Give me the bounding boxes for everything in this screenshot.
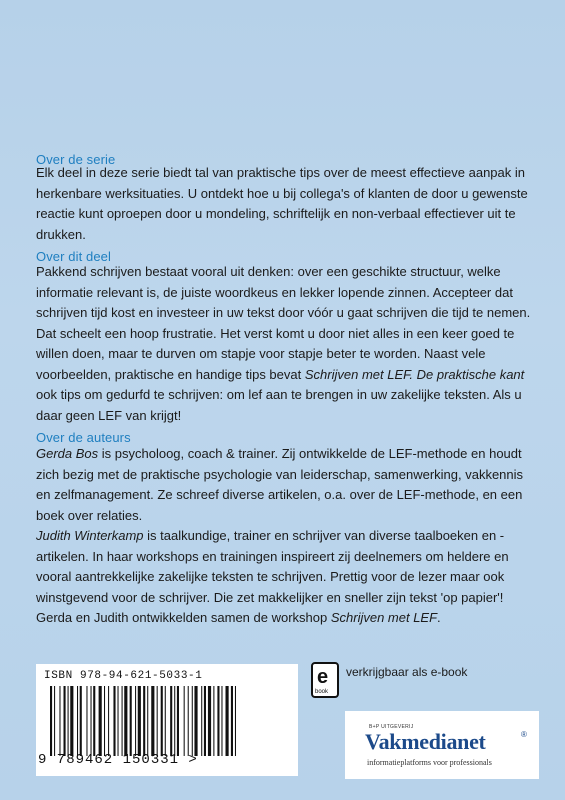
section-title-auteurs: Over de auteurs <box>36 430 131 445</box>
barcode-bar <box>151 686 154 756</box>
deel-paragraph <box>36 262 536 426</box>
barcode-bar <box>213 686 214 756</box>
barcode-bar <box>226 686 229 756</box>
barcode-bar <box>135 686 136 756</box>
auteurs-text <box>36 444 536 629</box>
serie-paragraph: Elk deel in deze serie biedt tal van praktische tips over de meest effectieve aanpak in herkenbare werksituaties. U ontdekt hoe u bij collega's of klanten de door u gewenste reactie kunt oproepen door u mondeling, schriftelijk en non-verbaal effectiever uit te drukken. <box>36 165 528 242</box>
barcode-bar <box>143 686 145 756</box>
barcode-bar <box>91 686 92 756</box>
barcode-bar <box>122 686 123 756</box>
barcode-bar <box>235 686 236 756</box>
barcode-bar <box>231 686 233 756</box>
barcode-bar <box>170 686 172 756</box>
publisher-logo <box>345 711 539 779</box>
publisher-tagline: informatieplatforms voor professionals <box>367 758 492 767</box>
ebook-icon-caption: book <box>315 689 329 695</box>
barcode-bar <box>184 686 185 756</box>
publisher-name: Vakmedianet <box>365 729 486 754</box>
ebook-icon-letter: e <box>317 666 329 688</box>
author2-name: Judith Winterkamp <box>36 528 144 543</box>
barcode-bar <box>50 686 52 756</box>
publisher-registered-mark: ® <box>521 730 527 739</box>
barcode-bar <box>147 686 148 756</box>
ebook-icon <box>311 662 339 698</box>
ebook-label: verkrijgbaar als e-book <box>346 665 468 679</box>
serie-text <box>36 163 536 245</box>
barcode-bar <box>188 686 189 756</box>
barcode-bar <box>70 686 73 756</box>
publisher-top-text: B+P UITGEVERIJ <box>369 724 414 730</box>
barcode-bar <box>208 686 211 756</box>
author1-name: Gerda Bos <box>36 446 99 461</box>
section-title-serie: Over de serie <box>36 152 116 167</box>
author2-paragraph <box>36 526 536 608</box>
barcode-bar <box>221 686 222 756</box>
closing-title: Schrijven met LEF <box>330 610 438 625</box>
barcode-bar <box>54 686 55 756</box>
section-title-deel: Over dit deel <box>36 249 112 264</box>
barcode-bar <box>165 686 166 756</box>
barcode-bar <box>138 686 141 756</box>
barcode-bar <box>192 686 193 756</box>
isbn-label: ISBN 978-94-621-5033-1 <box>44 670 203 682</box>
barcode-bar <box>177 686 179 756</box>
barcode-bar <box>59 686 60 756</box>
barcode <box>36 664 298 776</box>
barcode-bar <box>201 686 202 756</box>
closing-paragraph <box>36 608 536 629</box>
deel-text-b: ook tips om gedurfd te schrijven: om lef aan te brengen in uw zakelijke teksten. Als u daar geen LEF van krijgt! <box>36 387 522 423</box>
barcode-bar <box>217 686 219 756</box>
barcode-bar <box>80 686 82 756</box>
author1-paragraph <box>36 444 536 526</box>
deel-book-title: Schrijven met LEF. De praktische kant <box>304 366 525 382</box>
barcode-bar <box>77 686 78 756</box>
barcode-bar <box>104 686 105 756</box>
barcode-bar <box>161 686 163 756</box>
barcode-bar <box>174 686 175 756</box>
barcode-bar <box>68 686 69 756</box>
barcode-bar <box>130 686 132 756</box>
closing-end: . <box>437 610 441 625</box>
author2-bio: is taalkundige, trainer en schrijver van diverse taalboeken en -artikelen. In haar workshops en trainingen inspireert zij deelnemers om heldere en vooral aantrekkelijke zakelijke teksten te schrijven. Prettig voor de lezer maar ook winstgevend voor de schrijver. Die zet makkelijker en sneller zijn tekst 'op papier'! <box>36 528 509 605</box>
barcode-number: 9 789462 150331 > <box>38 752 198 768</box>
barcode-bar <box>113 686 115 756</box>
barcode-bar <box>93 686 95 756</box>
barcode-bar <box>204 686 206 756</box>
barcode-bars <box>50 686 286 756</box>
deel-text <box>36 262 536 426</box>
deel-text-a: Pakkend schrijven bestaat vooral uit denken: over een geschikte structuur, welke informatie relevant is, de juiste woordkeus en lekker lopende zinnen. Accepteer dat schrijven tijd kost en investeer in uw tekst door vóór u gaat schrijven die tijd te nemen. Dat scheelt een hoop frustratie. Het verst komt u door niet alles in een keer goed te willen doen, maar te durven om stapje voor stapje beter te worden. Naast vele voorbeelden, praktische en handige tips bevat <box>36 264 531 382</box>
barcode-bar <box>124 686 127 756</box>
barcode-bar <box>86 686 87 756</box>
barcode-bar <box>108 686 109 756</box>
barcode-bar <box>64 686 66 756</box>
barcode-bar <box>157 686 158 756</box>
barcode-bar <box>118 686 119 756</box>
closing-text: Gerda en Judith ontwikkelden samen de workshop <box>36 610 331 625</box>
barcode-bar <box>99 686 102 756</box>
barcode-bar <box>194 686 197 756</box>
author1-bio: is psycholoog, coach & trainer. Zij ontwikkelde de LEF-methode en houdt zich bezig met de praktische psychologie van leiderschap, samenwerking, vakkennis en zelfmanagement. Ze schreef diverse artikelen, o.a. over de LEF-methode, en een boek over relaties. <box>36 446 524 523</box>
